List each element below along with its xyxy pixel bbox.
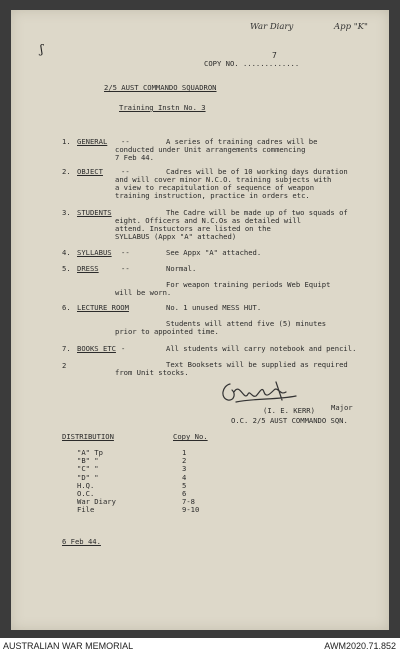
copy-number: COPY NO. ............. [204, 59, 300, 68]
section-text-line: from Unit stocks. [115, 368, 189, 377]
distribution-recipient: File [77, 505, 95, 515]
section-text-line: conducted under Unit arrangements commencing [115, 145, 306, 154]
section-number: 6. [62, 303, 71, 312]
section-heading: LECTURE ROOM [77, 303, 129, 312]
section-text-line: Text Booksets will be supplied as required [166, 360, 348, 369]
section-text-line: will be worn. [115, 288, 172, 297]
section-heading: BOOKS ETC [77, 344, 116, 353]
section-text-line: a view to recapitulation of sequence of weapon [115, 183, 315, 192]
section-number: 7. [62, 344, 71, 353]
distribution-recipient: "C" " [77, 464, 99, 474]
distribution-recipient: "B" " [77, 456, 99, 466]
distribution-recipient: "D" " [77, 472, 99, 482]
section-heading: OBJECT [77, 167, 103, 176]
distribution-copy-number: 6 [182, 489, 187, 498]
war-diary-annotation: War Diary [250, 22, 294, 32]
section-text-line: 7 Feb 44. [115, 153, 154, 162]
section-heading: STUDENTS [77, 208, 112, 217]
handwritten-signature [216, 378, 300, 406]
section-number: 3. [62, 208, 71, 217]
distribution-copy-number: 4 [182, 472, 187, 482]
document-date: 6 Feb 44. [62, 537, 101, 546]
document-title: Training Instn No. 3 [119, 103, 206, 112]
section-text-line: See Appx "A" attached. [166, 248, 262, 257]
distribution-copy-number: 9-10 [182, 505, 200, 515]
unit-heading: 2/5 AUST COMMANDO SQUADRON [104, 83, 217, 92]
section-text-line: eight. Officers and N.C.Os as detailed will [115, 216, 302, 225]
distribution-copy-number: 1 [182, 448, 187, 457]
section-text-line: SYLLABUS (Appx "A" attached) [115, 232, 237, 241]
section-text-line: prior to appointed time. [115, 327, 219, 336]
signatory-name: (I. E. KERR) [263, 406, 315, 415]
section-number: 5. [62, 264, 71, 273]
section-text-line: attend. Instuctors are listed on the [115, 224, 271, 233]
section-text-line: The Cadre will be made up of two squads of [166, 208, 348, 217]
section-dash: -- [121, 264, 130, 273]
section-heading: GENERAL [77, 137, 108, 146]
distribution-copy-number: 7-8 [182, 497, 195, 507]
margin-mark: 2 [62, 361, 67, 370]
footer-bar [0, 638, 400, 653]
footer-reference: AWM2020.71.852 [324, 641, 396, 651]
section-text-line: training instruction, practice in orders etc. [115, 191, 310, 200]
distribution-recipient: War Diary [77, 497, 116, 507]
section-heading: SYLLABUS [77, 248, 112, 257]
appendix-annotation: App "K" [334, 22, 368, 32]
distribution-copy-number: 2 [182, 456, 187, 466]
distribution-copy-number: 3 [182, 464, 187, 474]
section-heading: DRESS [77, 264, 99, 273]
distribution-recipient: H.Q. [77, 480, 95, 490]
section-text-line: Normal. [166, 264, 197, 273]
distribution-copy-number: 5 [182, 480, 187, 490]
section-text-line: A series of training cadres will be [166, 137, 318, 146]
section-number: 1. [62, 137, 71, 146]
section-dash: - [121, 344, 126, 353]
section-text-line: Cadres will be of 10 working days duration [166, 167, 348, 176]
section-text-line: All students will carry notebook and pencil. [166, 344, 357, 353]
copy-no-heading: Copy No. [173, 432, 208, 441]
section-text-line: and will cover minor N.C.O. training subjects with [115, 175, 332, 184]
distribution-heading: DISTRIBUTION [62, 432, 114, 441]
signatory-appointment: O.C. 2/5 AUST COMMANDO SQN. [231, 416, 348, 425]
section-text-line: No. 1 unused MESS HUT. [166, 303, 262, 312]
section-number: 2. [62, 167, 71, 176]
page-number: 7 [272, 51, 277, 60]
signatory-rank: Major [331, 403, 353, 412]
distribution-recipient: O.C. [77, 489, 95, 498]
section-number: 4. [62, 248, 71, 257]
distribution-recipient: "A" Tp [77, 448, 103, 457]
section-dash: -- [121, 137, 130, 146]
section-text-line: For weapon training periods Web Equipt [166, 280, 331, 289]
punch-hole-mark: ʃ [40, 42, 44, 56]
section-dash: -- [121, 248, 130, 257]
section-text-line: Students will attend five (5) minutes [166, 319, 327, 328]
section-dash: -- [121, 167, 130, 176]
footer-institution: AUSTRALIAN WAR MEMORIAL [3, 641, 134, 651]
